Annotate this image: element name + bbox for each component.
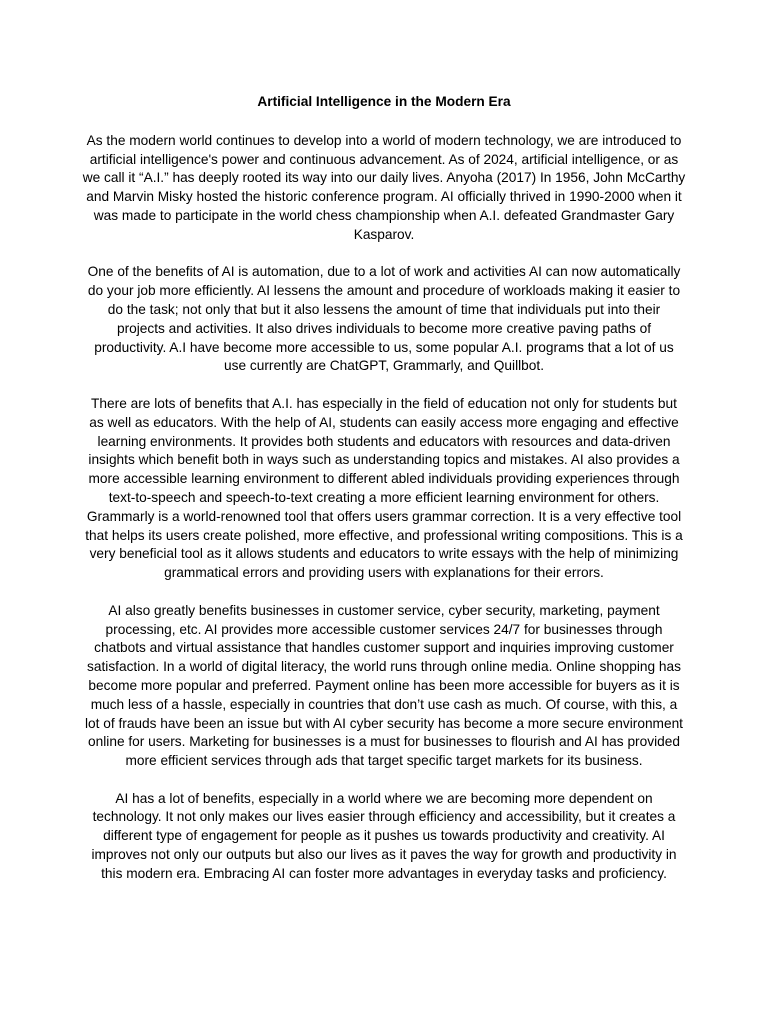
document-page [82, 93, 686, 902]
paragraph-education: There are lots of benefits that A.I. has especially in the field of education not only for students but as well as educators. With the help of AI, students can easily access more engaging and effective learning environments. It provides both students and educators with resources and data-driven insights which benefit both in ways such as understanding topics and mistakes. AI also provides a more accessible learning environment to different abled individuals providing experiences through text-to-speech and speech-to-text creating a more efficient learning environment for others. Grammarly is a world-renowned tool that offers users grammar correction. It is a very effective tool that helps its users create polished, more effective, and professional writing compositions. This is a very beneficial tool as it allows students and educators to write essays with the help of minimizing grammatical errors and providing users with explanations for their errors. [85, 395, 683, 581]
paragraph-automation: One of the benefits of AI is automation, due to a lot of work and activities AI can now automatically do your job more efficiently. AI lessens the amount and procedure of workloads making it easier to do the task; not only that but it also lessens the amount of time that individuals put into their projects and activities. It also drives individuals to become more creative paving paths of productivity. A.I have become more accessible to us, some popular A.I. programs that a lot of us use currently are ChatGPT, Grammarly, and Quillbot. [87, 264, 681, 374]
paragraph-history: As the modern world continues to develop into a world of modern technology, we are introduced to artificial intelligence's power and continuous advancement. As of 2024, artificial intelligence, or as we call it “A.I.” has deeply rooted its way into our daily lives. Anyoha (2017) In 1956, John McCarthy and Marvin Misky hosted the historic conference program. AI officially thrived in 1990-2000 when it was made to participate in the world chess championship when A.I. defeated Grandmaster Gary Kasparov. [82, 132, 686, 242]
document-title: Artificial Intelligence in the Modern Era [257, 94, 511, 109]
paragraph-conclusion: AI has a lot of benefits, especially in a world where we are becoming more dependent on technology. It not only makes our lives easier through efficiency and accessibility, but it creates a different type of engagement for people as it pushes us towards productivity and creativity. AI improves not only our outputs but also our lives as it paves the way for growth and productivity in this modern era. Embracing AI can foster more advantages in everyday tasks and proficiency. [91, 790, 677, 881]
paragraph-business: AI also greatly benefits businesses in customer service, cyber security, marketing, payment processing, etc. AI provides more accessible customer services 24/7 for businesses through chatbots and virtual assistance that handles customer support and inquiries improving customer satisfaction. In a world of digital literacy, the world runs through online media. Online shopping has become more popular and preferred. Payment online has been more accessible for buyers as it is much less of a hassle, especially in countries that don’t use cash as much. Of course, with this, a lot of frauds have been an issue but with AI cyber security has become a more secure environment online for users. Marketing for businesses is a must for businesses to flourish and AI has provided more efficient services through ads that target specific target markets for its business. [84, 602, 683, 769]
